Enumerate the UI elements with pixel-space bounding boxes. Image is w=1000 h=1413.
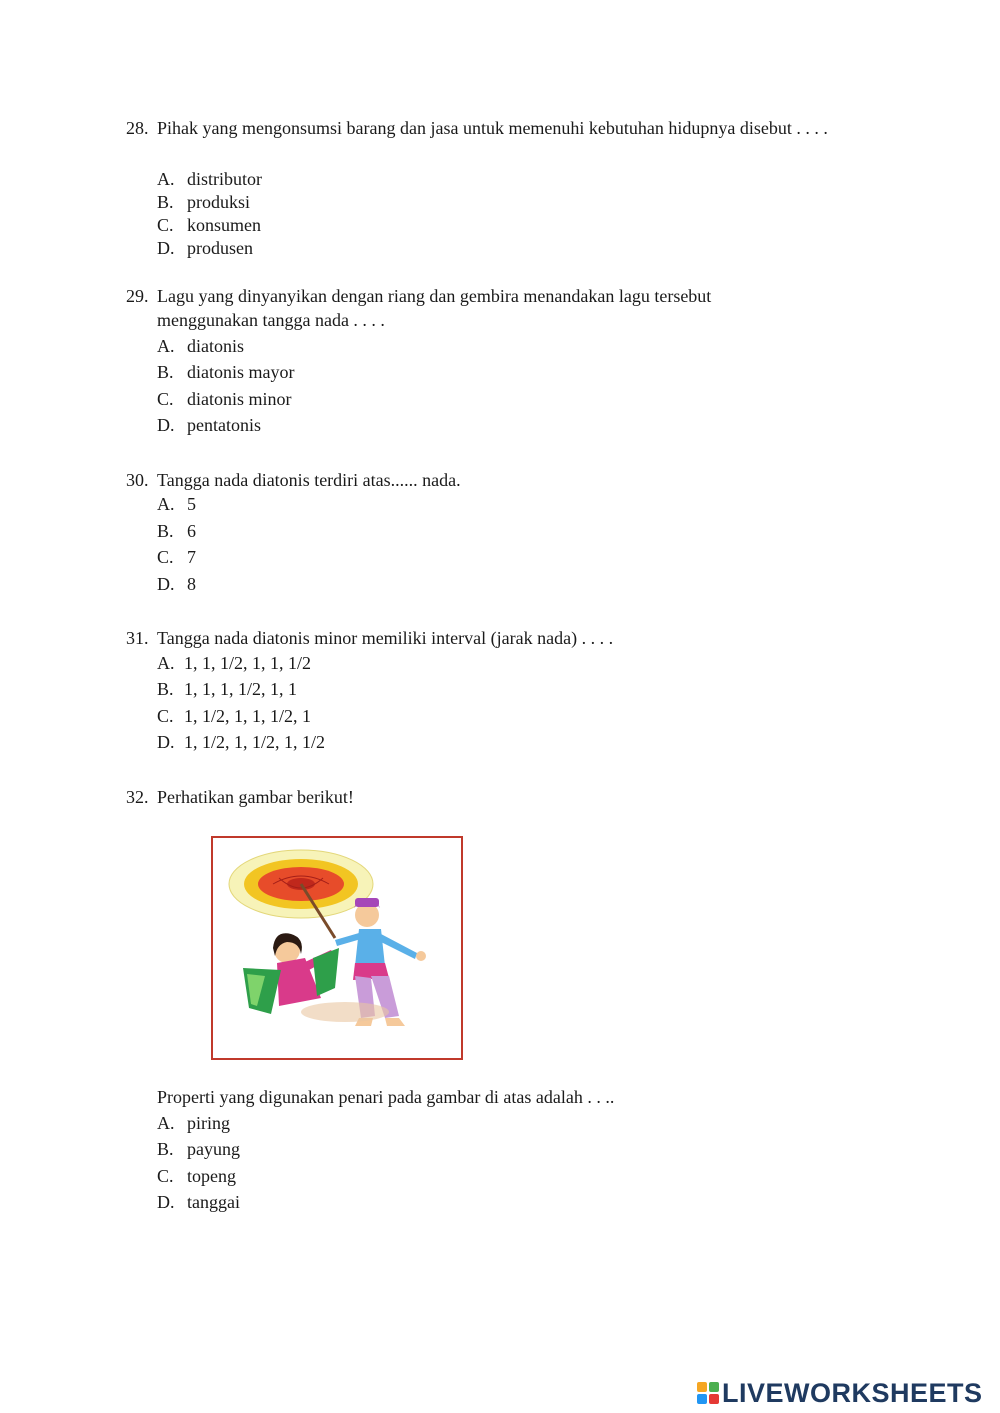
option-text: diatonis (187, 336, 244, 356)
question-text: Tangga nada diatonis terdiri atas...... nada. (157, 470, 461, 490)
option-text: 8 (187, 574, 196, 594)
liveworksheets-logo[interactable] (697, 1376, 983, 1410)
option-text: diatonis minor (187, 389, 292, 409)
option-32-d[interactable]: D. tanggai (157, 1192, 240, 1212)
question-32-follow-up: Properti yang digunakan penari pada gambar di atas adalah . . .. (157, 1087, 615, 1107)
option-text: 1, 1, 1/2, 1, 1, 1/2 (184, 653, 312, 673)
option-31-b[interactable]: B. 1, 1, 1, 1/2, 1, 1 (157, 679, 298, 699)
option-text: distributor (187, 169, 262, 189)
question-text: Perhatikan gambar berikut! (157, 787, 354, 807)
option-28-c[interactable]: C. konsumen (157, 215, 261, 235)
question-number: 30. (126, 470, 149, 490)
option-28-b[interactable]: B. produksi (157, 192, 250, 212)
option-text: 1, 1/2, 1, 1, 1/2, 1 (184, 706, 312, 726)
option-28-d[interactable]: D. produsen (157, 238, 253, 258)
logo-square (709, 1382, 719, 1392)
option-text: 1, 1, 1, 1/2, 1, 1 (184, 679, 298, 699)
option-text: 6 (187, 521, 196, 541)
question-text: Tangga nada diatonis minor memiliki interval (jarak nada) . . . . (157, 628, 614, 648)
question-text-line-2: menggunakan tangga nada . . . . (157, 310, 385, 330)
question-text: Pihak yang mengonsumsi barang dan jasa untuk memenuhi kebutuhan hidupnya disebut . . . . (157, 118, 828, 138)
question-29 (126, 284, 832, 332)
option-31-d[interactable]: D. 1, 1/2, 1, 1/2, 1, 1/2 (157, 732, 326, 752)
dancers-umbrella-drawing (213, 838, 461, 1058)
option-30-d[interactable]: D. 8 (157, 574, 196, 594)
logo-icon (697, 1382, 719, 1404)
option-31-c[interactable]: C. 1, 1/2, 1, 1, 1/2, 1 (157, 706, 312, 726)
option-32-c[interactable]: C. topeng (157, 1166, 236, 1186)
option-29-a[interactable]: A. diatonis (157, 336, 244, 356)
question-number: 31. (126, 628, 149, 648)
option-text: 1, 1/2, 1, 1/2, 1, 1/2 (184, 732, 326, 752)
option-30-c[interactable]: C. 7 (157, 547, 196, 567)
option-text: tanggai (187, 1192, 240, 1212)
option-29-b[interactable]: B. diatonis mayor (157, 362, 295, 382)
logo-square (709, 1394, 719, 1404)
question-text-line-1: Lagu yang dinyanyikan dengan riang dan gembira menandakan lagu tersebut (157, 286, 712, 306)
option-29-d[interactable]: D. pentatonis (157, 415, 261, 435)
logo-square (697, 1382, 707, 1392)
option-text: payung (187, 1139, 240, 1159)
option-text: produksi (187, 192, 250, 212)
option-32-a[interactable]: A. piring (157, 1113, 230, 1133)
question-30 (126, 468, 832, 492)
option-text: piring (187, 1113, 230, 1133)
logo-text: LIVEWORKSHEETS (722, 1377, 983, 1408)
question-number: 28. (126, 118, 149, 138)
dancers-illustration (211, 836, 463, 1060)
question-32 (126, 785, 832, 809)
question-28 (126, 116, 832, 140)
option-32-b[interactable]: B. payung (157, 1139, 240, 1159)
option-30-a[interactable]: A. 5 (157, 494, 196, 514)
option-text: diatonis mayor (187, 362, 295, 382)
option-text: produsen (187, 238, 253, 258)
option-28-a[interactable]: A. distributor (157, 169, 262, 189)
option-29-c[interactable]: C. diatonis minor (157, 389, 292, 409)
option-text: 7 (187, 547, 196, 567)
question-number: 29. (126, 286, 149, 306)
option-text: konsumen (187, 215, 261, 235)
question-number: 32. (126, 787, 149, 807)
question-31 (126, 626, 832, 650)
option-text: pentatonis (187, 415, 261, 435)
option-30-b[interactable]: B. 6 (157, 521, 196, 541)
option-31-a[interactable]: A. 1, 1, 1/2, 1, 1, 1/2 (157, 653, 312, 673)
logo-square (697, 1394, 707, 1404)
option-text: 5 (187, 494, 196, 514)
option-text: topeng (187, 1166, 236, 1186)
